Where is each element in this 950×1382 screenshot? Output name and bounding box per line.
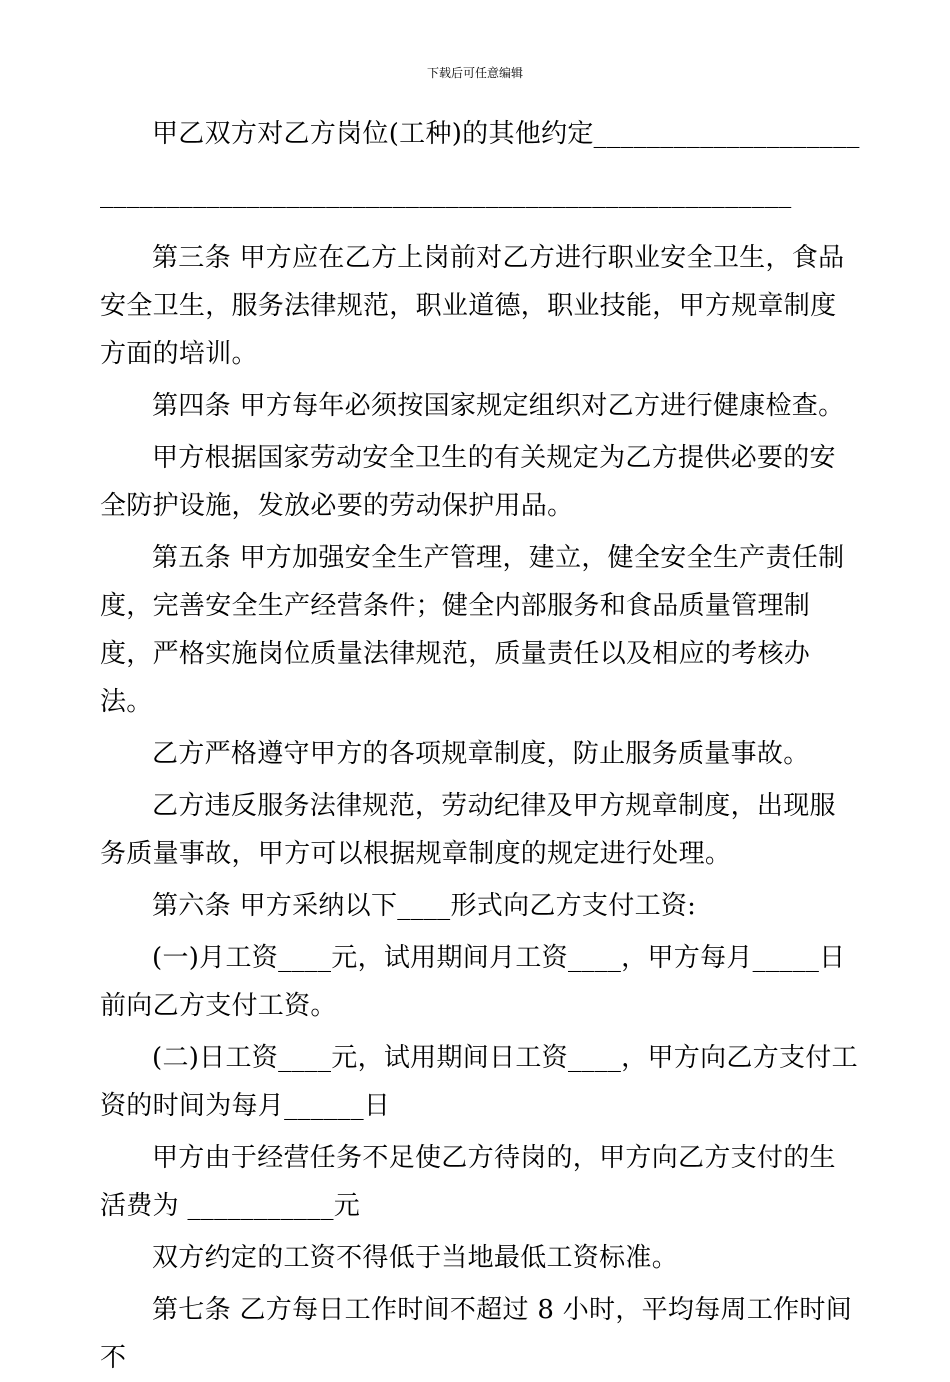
article-4: 第四条 甲方每年必须按国家规定组织对乙方进行健康检查。 — [152, 391, 845, 421]
paragraph: 甲方根据国家劳动安全卫生的有关规定为乙方提供必要的安全防护设施，发放必要的劳动保护用品。 — [100, 443, 836, 521]
article-5: 第五条 甲方加强安全生产管理，建立，健全安全生产责任制度，完善安全生产经营条件；健全内部服务和食品质量管理制度，严格实施岗位质量法律规范，质量责任以及相应的考核办法。 — [100, 543, 845, 717]
paragraph: 甲方由于经营任务不足使乙方待岗的，甲方向乙方支付的生活费为 ___________元 — [100, 1143, 836, 1221]
article-6: 第六条 甲方采纳以下____形式向乙方支付工资: — [152, 891, 697, 921]
wage-option-2: (二)日工资____元，试用期间日工资____，甲方向乙方支付工资的时间为每月______日 — [100, 1043, 858, 1121]
wage-option-1: (一)月工资____元，试用期间月工资____，甲方每月_____日前向乙方支付工资。 — [100, 943, 846, 1021]
article-3: 第三条 甲方应在乙方上岗前对乙方进行职业安全卫生，食品安全卫生，服务法律规范，职业道德，职业技能，甲方规章制度方面的培训。 — [100, 243, 845, 369]
page-header: 下载后可任意编辑 — [426, 66, 523, 80]
spacer — [100, 218, 860, 234]
paragraph: 双方约定的工资不得低于当地最低工资标准。 — [152, 1243, 679, 1273]
blank-line: ____________________________________________________ — [100, 179, 792, 209]
paragraph: 甲乙双方对乙方岗位(工种)的其他约定____________________ — [152, 119, 860, 149]
document-body — [100, 110, 860, 1382]
paragraph: 乙方严格遵守甲方的各项规章制度，防止服务质量事故。 — [152, 739, 810, 769]
article-7: 第七条 乙方每日工作时间不超过 8 小时，平均每周工作时间不 — [100, 1295, 853, 1373]
paragraph: 乙方违反服务法律规范，劳动纪律及甲方规章制度，出现服务质量事故，甲方可以根据规章制度的规定进行处理。 — [100, 791, 836, 869]
